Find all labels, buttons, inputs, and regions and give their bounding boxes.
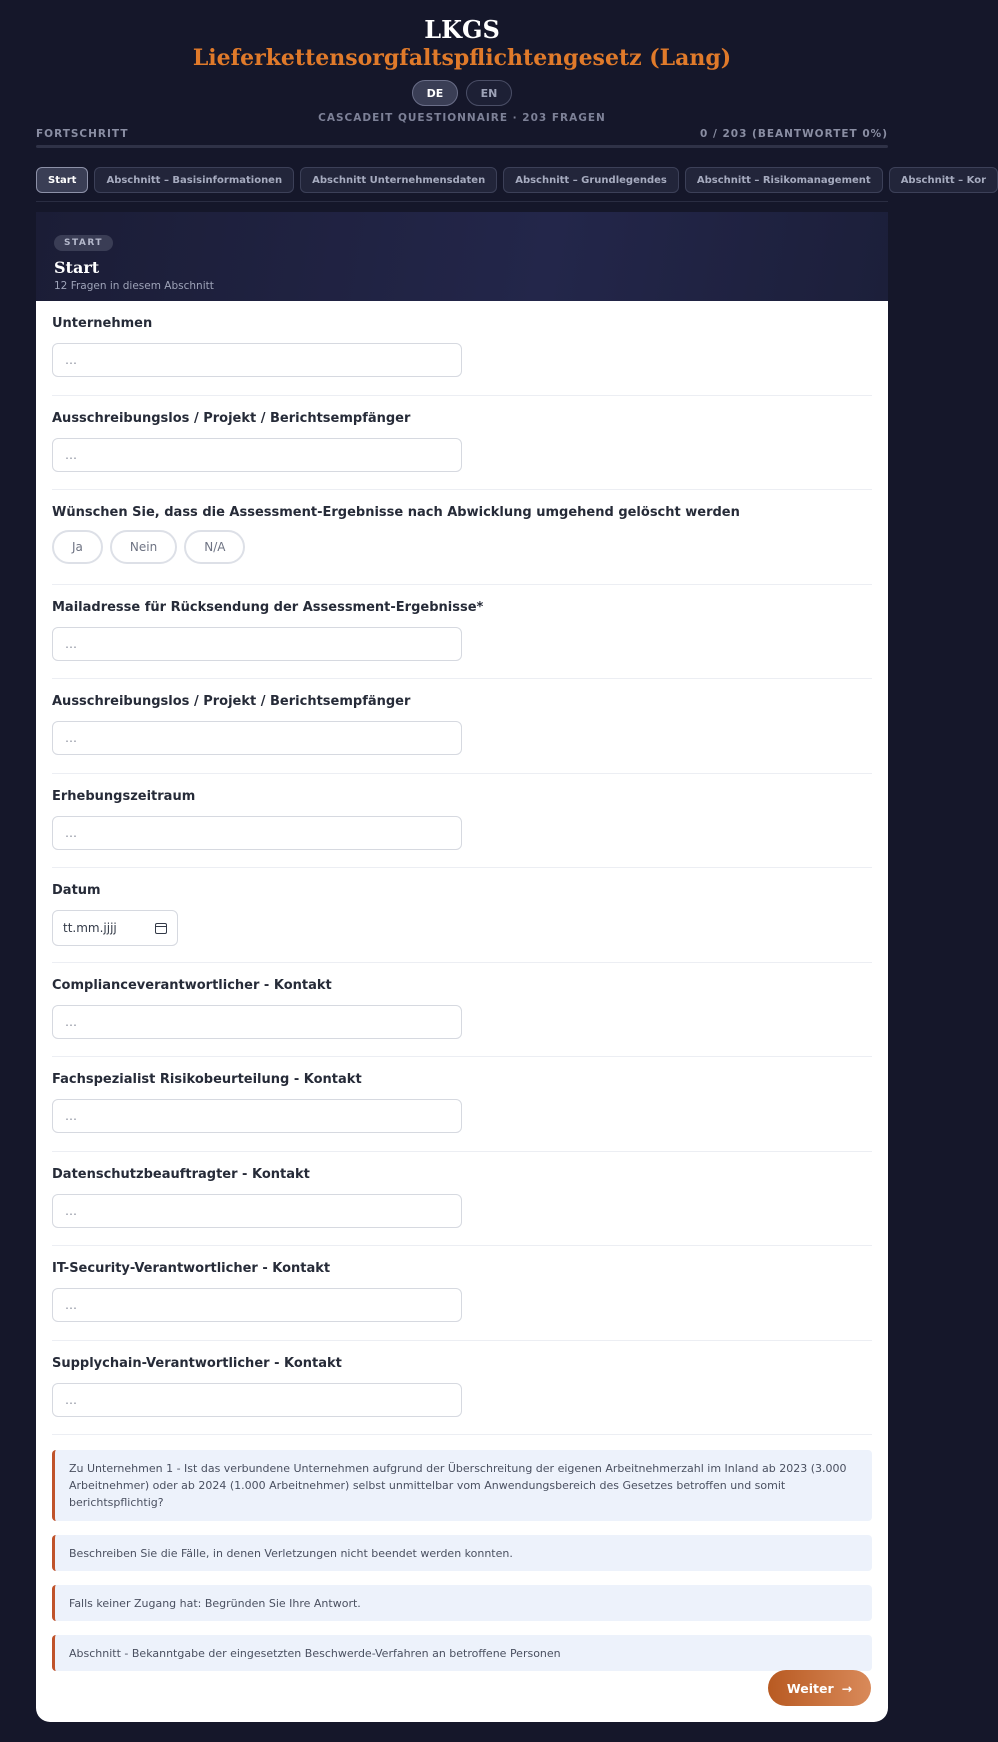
choice-nein-button[interactable]: Nein	[110, 530, 177, 564]
questionnaire-title: Lieferkettensorgfaltspflichtengesetz (Lang)	[192, 45, 732, 71]
tabs-divider	[36, 201, 888, 202]
text-input[interactable]: …	[52, 1194, 462, 1228]
tab-truncated[interactable]: Abschnitt – Kor	[889, 167, 998, 193]
question-item	[52, 490, 872, 585]
question-label: Fachspezialist Risikobeurteilung - Kontakt	[52, 1072, 362, 1087]
notes-list	[36, 1435, 888, 1671]
progress-status: 0 / 203 (BEANTWORTET 0%)	[700, 128, 888, 140]
question-label: IT-Security-Verantwortlicher - Kontakt	[52, 1261, 331, 1276]
progress-section	[36, 128, 888, 148]
section-question-count: 12 Fragen in diesem Abschnitt	[54, 280, 214, 292]
question-item	[52, 1057, 872, 1152]
text-input[interactable]: …	[52, 1005, 462, 1039]
progress-bar	[36, 145, 888, 148]
question-item	[52, 868, 872, 963]
question-label: Ausschreibungslos / Projekt / Berichtsempfänger	[52, 410, 411, 426]
language-en-button[interactable]: EN	[466, 80, 512, 106]
questionnaire-meta: CASCADEIT QUESTIONNAIRE · 203 FRAGEN	[318, 112, 606, 124]
question-list	[36, 301, 888, 1435]
section-title: Start	[54, 258, 100, 277]
text-input[interactable]: …	[52, 1288, 462, 1322]
question-label: Complianceverantwortlicher - Kontakt	[52, 977, 332, 993]
text-input[interactable]: …	[52, 343, 462, 377]
section-badge: START	[54, 235, 113, 251]
tab-start[interactable]: Start	[36, 167, 88, 193]
question-label: Mailadresse für Rücksendung der Assessment-Ergebnisse*	[52, 599, 484, 615]
choice-group	[52, 530, 872, 564]
question-label: Unternehmen	[52, 316, 153, 331]
arrow-right-icon: →	[841, 1680, 853, 1696]
question-item	[52, 963, 872, 1058]
choice-na-button[interactable]: N/A	[184, 530, 245, 564]
next-button[interactable]	[768, 1670, 871, 1706]
question-item	[52, 301, 872, 396]
section-card	[36, 212, 888, 1722]
language-de-button[interactable]: DE	[412, 80, 458, 106]
email-input[interactable]: …	[52, 627, 462, 661]
tab-grundlegendes[interactable]: Abschnitt – Grundlegendes	[503, 167, 679, 193]
info-note: Beschreiben Sie die Fälle, in denen Verletzungen nicht beendet werden konnten.	[52, 1535, 872, 1571]
app-title: LKGS	[424, 15, 500, 44]
date-placeholder: tt.mm.jjjj	[63, 921, 117, 935]
question-item	[52, 1152, 872, 1247]
question-item	[52, 585, 872, 680]
info-note: Abschnitt - Bekanntgabe der eingesetzten Beschwerde-Verfahren an betroffene Personen	[52, 1635, 872, 1671]
text-input[interactable]: …	[52, 438, 462, 472]
question-label: Wünschen Sie, dass die Assessment-Ergebnisse nach Abwicklung umgehend gelöscht werden	[52, 505, 740, 520]
text-input[interactable]: …	[52, 721, 462, 755]
text-input[interactable]: …	[52, 816, 462, 850]
question-item	[52, 1341, 872, 1436]
question-item	[52, 1246, 872, 1341]
page-header	[0, 0, 924, 124]
text-input[interactable]: …	[52, 1099, 462, 1133]
question-label: Supplychain-Verantwortlicher - Kontakt	[52, 1355, 342, 1371]
question-label: Erhebungszeitraum	[52, 788, 196, 804]
tab-risikomanagement[interactable]: Abschnitt – Risikomanagement	[685, 167, 883, 193]
question-item	[52, 774, 872, 869]
question-label: Datum	[52, 883, 101, 898]
date-input[interactable]	[52, 910, 178, 946]
info-note: Zu Unternehmen 1 - Ist das verbundene Unternehmen aufgrund der Überschreitung der eigenen Arbeitnehmerzahl im Inland ab 2023 (3.000 Arbeitnehmer) oder ab 2024 (1.000 Arbeitnehmer) selbst unmittelbar vom Anwendungsbereich des Gesetzes betroffen und somit berichtspflichtig?	[52, 1450, 872, 1521]
section-header	[36, 212, 888, 301]
tab-basisinformationen[interactable]: Abschnitt – Basisinformationen	[94, 167, 294, 193]
progress-label: FORTSCHRITT	[36, 128, 129, 140]
question-item	[52, 679, 872, 774]
question-label: Ausschreibungslos / Projekt / Berichtsempfänger	[52, 694, 411, 709]
next-button-label: Weiter	[786, 1680, 834, 1696]
tab-unternehmensdaten[interactable]: Abschnitt Unternehmensdaten	[300, 167, 497, 193]
calendar-icon[interactable]	[155, 923, 167, 934]
info-note: Falls keiner Zugang hat: Begründen Sie Ihre Antwort.	[52, 1585, 872, 1621]
question-label: Datenschutzbeauftragter - Kontakt	[52, 1166, 310, 1182]
question-item	[52, 396, 872, 491]
language-switcher	[0, 80, 924, 106]
section-tabs	[36, 167, 987, 193]
text-input[interactable]: …	[52, 1383, 462, 1417]
choice-ja-button[interactable]: Ja	[52, 530, 103, 564]
